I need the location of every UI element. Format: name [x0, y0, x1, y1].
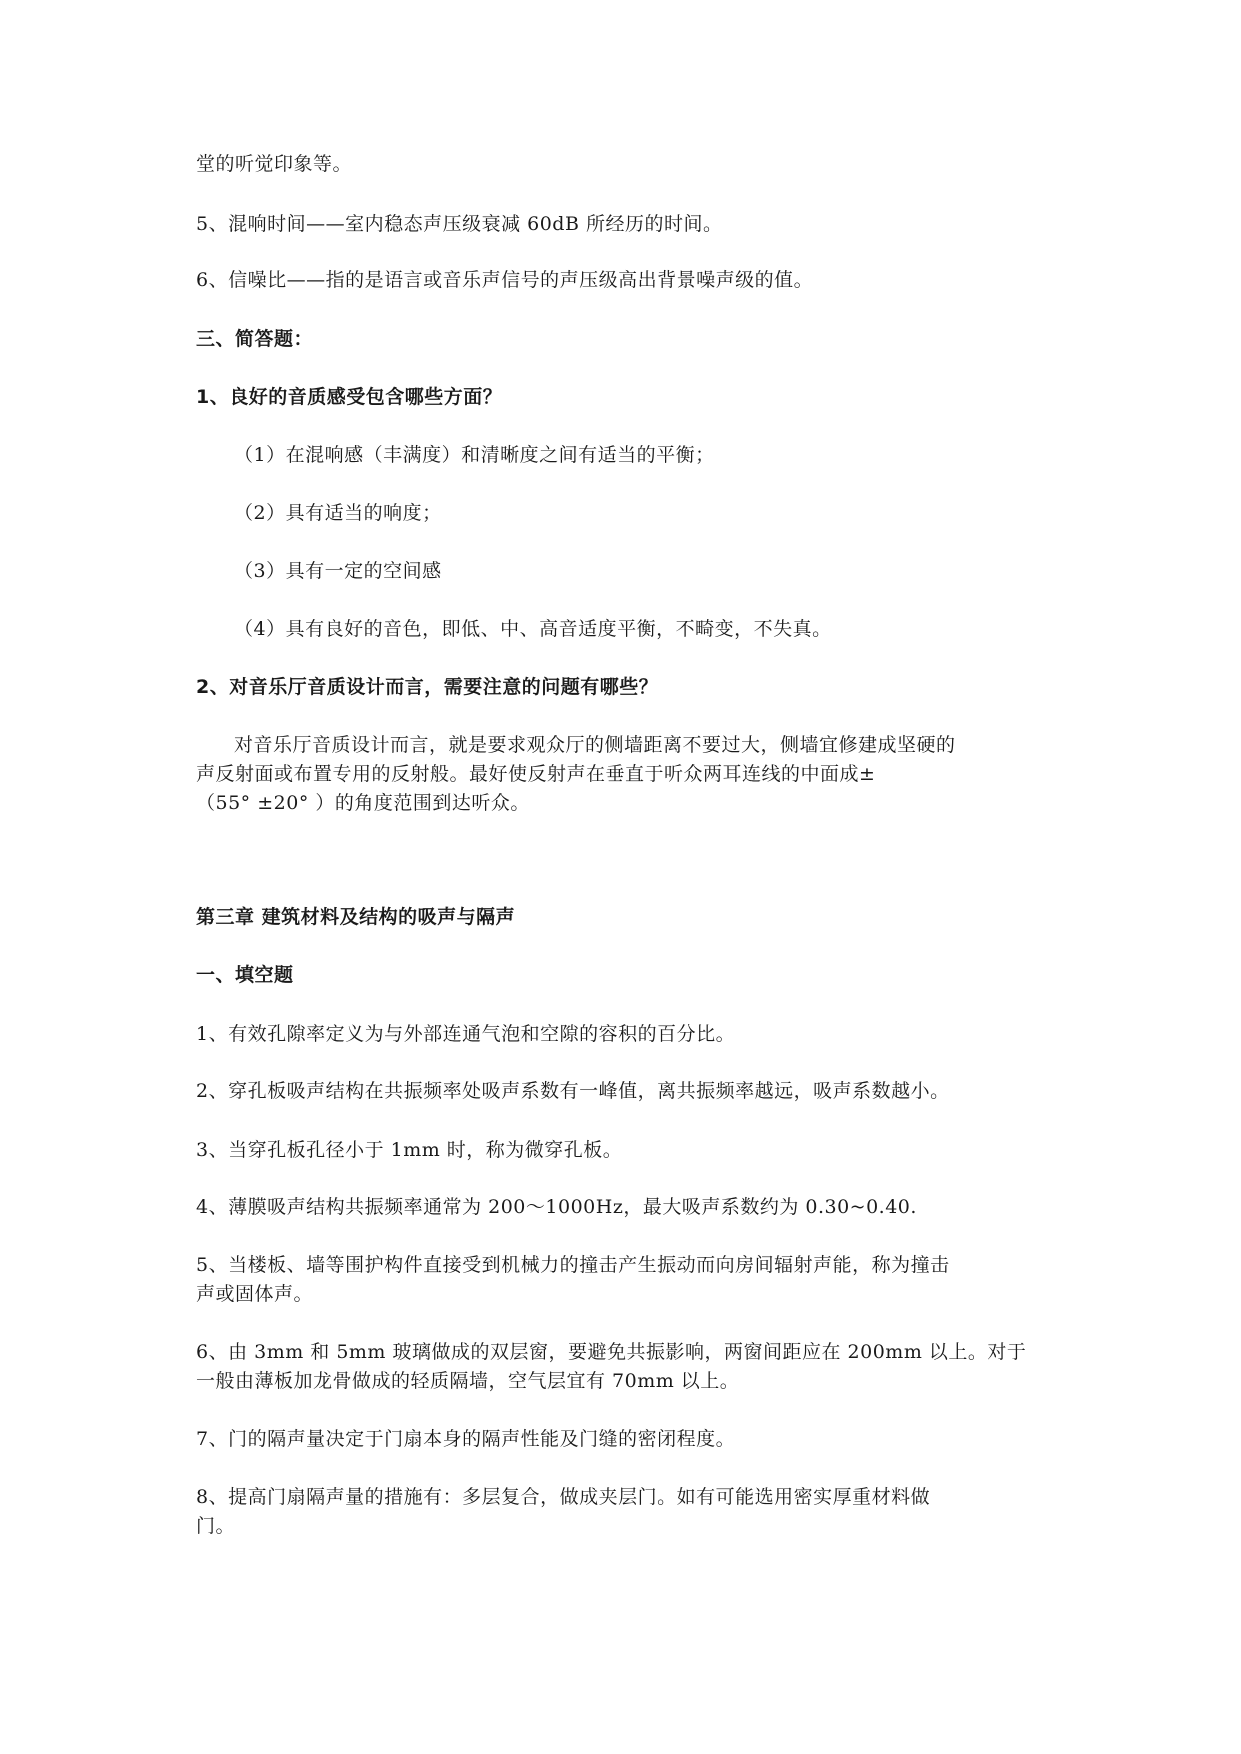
answer-item-3: （3）具有一定的空间感	[234, 560, 442, 582]
fill-item-8-line-2: 门。	[196, 1515, 236, 1537]
answer-paragraph-line-2: 声反射面或布置专用的反射般。最好使反射声在垂直于听众两耳连线的中面成±	[196, 763, 876, 785]
fill-item-6-line-2: 一般由薄板加龙骨做成的轻质隔墙，空气层宜有 70mm 以上。	[196, 1370, 740, 1392]
fill-item-7: 7、门的隔声量决定于门扇本身的隔声性能及门缝的密闭程度。	[196, 1428, 736, 1450]
answer-item-1: （1）在混响感（丰满度）和清晰度之间有适当的平衡；	[234, 444, 715, 466]
fill-item-2: 2、穿孔板吸声结构在共振频率处吸声系数有一峰值，离共振频率越远，吸声系数越小。	[196, 1080, 950, 1102]
question-1: 1、良好的音质感受包含哪些方面？	[196, 386, 503, 408]
text-line: 堂的听觉印象等。	[196, 153, 353, 175]
section-heading-short-answer: 三、简答题：	[196, 328, 314, 350]
fill-item-5-line-1: 5、当楼板、墙等围护构件直接受到机械力的撞击产生振动而向房间辐射声能，称为撞击	[196, 1254, 950, 1276]
fill-item-6-line-1: 6、由 3mm 和 5mm 玻璃做成的双层窗，要避免共振影响，两窗间距应在 200mm 以上。对于	[196, 1341, 1027, 1363]
fill-item-8-line-1: 8、提高门扇隔声量的措施有：多层复合，做成夹层门。如有可能选用密实厚重材料做	[196, 1486, 931, 1508]
fill-item-3: 3、当穿孔板孔径小于 1mm 时，称为微穿孔板。	[196, 1139, 623, 1161]
fill-item-1: 1、有效孔隙率定义为与外部连通气泡和空隙的容积的百分比。	[196, 1023, 736, 1045]
answer-paragraph-line-3: （55° ±20° ）的角度范围到达听众。	[196, 792, 530, 814]
chapter-title: 第三章 建筑材料及结构的吸声与隔声	[196, 906, 516, 928]
definition-item-5: 5、混响时间——室内稳态声压级衰减 60dB 所经历的时间。	[196, 213, 723, 235]
question-2: 2、对音乐厅音质设计而言，需要注意的问题有哪些？	[196, 676, 659, 698]
fill-item-4: 4、薄膜吸声结构共振频率通常为 200～1000Hz，最大吸声系数约为 0.30~0.40.	[196, 1196, 917, 1218]
answer-item-4: （4）具有良好的音色，即低、中、高音适度平衡，不畸变，不失真。	[234, 618, 832, 640]
answer-item-2: （2）具有适当的响度；	[234, 502, 442, 524]
section-heading-fill-in: 一、填空题	[196, 964, 294, 986]
answer-paragraph-line-1: 对音乐厅音质设计而言，就是要求观众厅的侧墙距离不要过大，侧墙宜修建成坚硬的	[234, 734, 956, 756]
fill-item-5-line-2: 声或固体声。	[196, 1283, 314, 1305]
definition-item-6: 6、信噪比——指的是语言或音乐声信号的声压级高出背景噪声级的值。	[196, 269, 814, 291]
